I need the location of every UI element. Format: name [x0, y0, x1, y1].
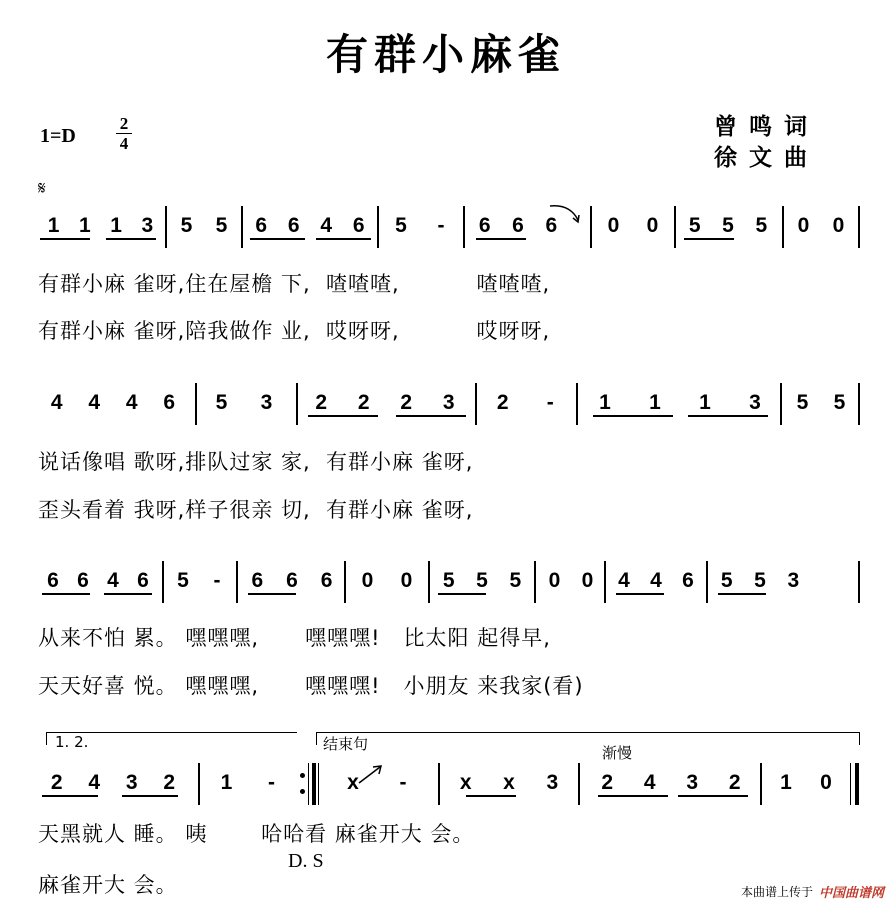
lyrics-line-2a: 说话像唱 歌呀,排队过家 家, 有群小麻 雀呀,	[38, 450, 474, 474]
note: 6	[255, 214, 268, 237]
volta-bracket	[46, 732, 297, 751]
volta-label: 1. 2.	[55, 733, 89, 751]
measure	[580, 383, 780, 423]
note: 3	[787, 569, 800, 592]
note: 3	[260, 391, 273, 414]
barline	[576, 383, 578, 425]
note: 1	[47, 214, 60, 237]
note: 2	[728, 771, 741, 794]
underline	[438, 593, 486, 595]
measure	[444, 763, 574, 803]
note: 3	[686, 771, 699, 794]
note: 3	[141, 214, 154, 237]
lyrics-line-4a: 天黑就人 睡。 咦 哈哈看 麻雀开大 会。	[38, 822, 475, 846]
note: 4	[107, 569, 119, 592]
note: 5	[722, 214, 734, 237]
note: 5	[177, 569, 189, 592]
note: 5	[180, 214, 193, 237]
time-sig-top: 2	[119, 114, 129, 133]
note: 4	[50, 391, 63, 414]
barline	[195, 383, 197, 425]
note: 3	[442, 391, 455, 414]
note: 0	[361, 569, 374, 592]
note: 5	[754, 569, 766, 592]
final-barline-thick	[855, 763, 859, 805]
underline	[42, 795, 98, 797]
note: 6	[137, 569, 149, 592]
barline	[782, 206, 784, 248]
note: 6	[320, 569, 333, 592]
note: 6	[545, 214, 558, 237]
lyrics-line-2b: 歪头看着 我呀,样子很亲 切, 有群小麻 雀呀,	[38, 498, 474, 522]
repeat-barline-thick	[312, 763, 316, 805]
note: 5	[395, 214, 407, 237]
underline	[40, 238, 90, 240]
note: 5	[833, 391, 846, 414]
note: 0	[646, 214, 659, 237]
underline	[122, 795, 178, 797]
note: -	[546, 391, 554, 414]
note: 6	[512, 214, 524, 237]
time-sig-bottom: 4	[116, 133, 132, 153]
note: -	[399, 771, 407, 794]
note: -	[213, 569, 221, 592]
measure	[199, 383, 289, 423]
barline	[604, 561, 606, 603]
note: 2	[496, 391, 509, 414]
barline	[858, 383, 860, 425]
underline	[593, 415, 673, 417]
note: 6	[77, 569, 89, 592]
barline	[858, 206, 860, 248]
lyrics-line-1b: 有群小麻 雀呀,陪我做作 业, 哎呀呀, 哎呀呀,	[38, 319, 551, 343]
barline	[534, 561, 536, 603]
underline	[396, 415, 466, 417]
barline	[165, 206, 167, 248]
note: 0	[832, 214, 845, 237]
note: 3	[125, 771, 138, 794]
lyrics-line-3b: 天天好喜 悦。 嘿嘿嘿, 嘿嘿嘿! 小朋友 来我家(看)	[38, 674, 584, 698]
note: 5	[442, 569, 455, 592]
measure	[586, 763, 756, 803]
barline	[236, 561, 238, 603]
barline	[590, 206, 592, 248]
underline	[104, 593, 152, 595]
note: 0	[797, 214, 810, 237]
note: 3	[546, 771, 559, 794]
note: 5	[509, 569, 522, 592]
note: 1	[110, 214, 122, 237]
measure	[594, 206, 672, 246]
note: 5	[688, 214, 701, 237]
barline	[706, 561, 708, 603]
underline	[678, 795, 748, 797]
lyricist-credit: 曾鸣词	[714, 114, 819, 140]
barline	[241, 206, 243, 248]
note: x	[347, 771, 359, 794]
measure	[204, 763, 294, 803]
footer	[741, 882, 884, 901]
barline	[760, 763, 762, 805]
underline	[616, 593, 664, 595]
underline	[248, 593, 296, 595]
lyrics-line-1a: 有群小麻 雀呀,住在屋檐 下, 喳喳喳, 喳喳喳,	[38, 272, 551, 296]
underline	[316, 238, 371, 240]
measure	[766, 763, 846, 803]
barline	[463, 206, 465, 248]
underline	[466, 795, 516, 797]
note: 5	[476, 569, 488, 592]
note: 0	[400, 569, 413, 592]
note: 4	[643, 771, 656, 794]
tempo-mark: 渐慢	[602, 744, 633, 762]
measure	[38, 383, 188, 423]
barline	[344, 561, 346, 603]
barline	[438, 763, 440, 805]
measure	[538, 561, 604, 601]
note: 3	[749, 391, 761, 414]
note: 5	[215, 391, 228, 414]
note: 4	[618, 569, 630, 592]
note: 1	[699, 391, 711, 414]
note: 4	[320, 214, 333, 237]
barline	[578, 763, 580, 805]
note: 4	[88, 771, 101, 794]
dal-segno-mark: D. S	[288, 850, 324, 872]
note: 1	[79, 214, 91, 237]
time-signature	[116, 114, 132, 153]
measure	[784, 383, 858, 423]
note: 6	[682, 569, 694, 592]
underline	[476, 238, 526, 240]
barline	[674, 206, 676, 248]
repeat-dot	[300, 789, 305, 794]
measure	[348, 561, 426, 601]
barline	[428, 561, 430, 603]
note: 0	[820, 771, 832, 794]
site-logo[interactable]: 中国曲谱网	[818, 886, 884, 901]
note: 4	[125, 391, 138, 414]
underline	[684, 238, 734, 240]
barline	[318, 763, 319, 805]
measure	[166, 561, 234, 601]
note: 6	[163, 391, 176, 414]
segno-sign: 𝄋	[38, 178, 46, 199]
staff-row-4	[38, 763, 868, 803]
lyrics-line-3a: 从来不怕 累。 嘿嘿嘿, 嘿嘿嘿! 比太阳 起得早,	[38, 626, 551, 650]
note: 5	[215, 214, 228, 237]
measure	[479, 383, 574, 423]
final-barline	[850, 763, 851, 805]
underline	[598, 795, 668, 797]
barline	[780, 383, 782, 425]
note: 6	[286, 569, 298, 592]
note: 1	[599, 391, 611, 414]
barline	[377, 206, 379, 248]
measure	[38, 206, 163, 246]
staff-row-1	[38, 206, 868, 246]
staff-row-3	[38, 561, 868, 601]
note: 2	[315, 391, 328, 414]
measure	[786, 206, 856, 246]
note: 6	[251, 569, 264, 592]
lyrics-line-4b: 麻雀开大 会。	[38, 873, 178, 897]
note: 0	[607, 214, 620, 237]
repeat-dot	[300, 773, 305, 778]
note: 4	[88, 391, 101, 414]
measure	[710, 561, 810, 601]
note: 1	[220, 771, 233, 794]
note: 0	[581, 569, 594, 592]
song-title: 有群小麻雀	[325, 30, 566, 79]
measure	[245, 206, 375, 246]
note: 6	[47, 569, 59, 592]
underline	[718, 593, 766, 595]
note: 1	[780, 771, 792, 794]
measure	[169, 206, 239, 246]
note: 2	[50, 771, 63, 794]
note: 5	[720, 569, 733, 592]
measure	[432, 561, 532, 601]
breath-arrow-icon	[548, 202, 584, 226]
barline	[162, 561, 164, 603]
composer-credit: 徐文曲	[714, 145, 819, 171]
measure	[678, 206, 778, 246]
measure	[608, 561, 704, 601]
note: 0	[548, 569, 561, 592]
note: 2	[400, 391, 413, 414]
underline	[688, 415, 768, 417]
measure	[38, 561, 158, 601]
barline	[858, 561, 860, 603]
key-signature: 1=D	[40, 125, 76, 147]
note: -	[437, 214, 445, 237]
note: 6	[478, 214, 491, 237]
note: 5	[755, 214, 768, 237]
note: 2	[357, 391, 370, 414]
staff-row-2	[38, 383, 868, 423]
underline	[250, 238, 305, 240]
repeat-barline	[308, 763, 309, 805]
note: 2	[163, 771, 176, 794]
note: 2	[601, 771, 614, 794]
note: 4	[650, 569, 662, 592]
note: 5	[796, 391, 809, 414]
ending-label: 结束句	[323, 735, 369, 753]
measure	[300, 383, 470, 423]
note: 1	[649, 391, 661, 414]
barline	[475, 383, 477, 425]
footer-text: 本曲谱上传于	[740, 885, 813, 899]
note: 6	[287, 214, 300, 237]
measure	[38, 763, 188, 803]
underline	[308, 415, 378, 417]
note: x	[459, 771, 472, 794]
underline	[106, 238, 156, 240]
measure	[240, 561, 344, 601]
barline	[296, 383, 298, 425]
measure	[381, 206, 461, 246]
note: -	[268, 771, 275, 794]
note: 6	[352, 214, 365, 237]
glide-arrow-icon	[356, 763, 386, 787]
barline	[198, 763, 200, 805]
note: x	[503, 771, 515, 794]
underline	[42, 593, 90, 595]
